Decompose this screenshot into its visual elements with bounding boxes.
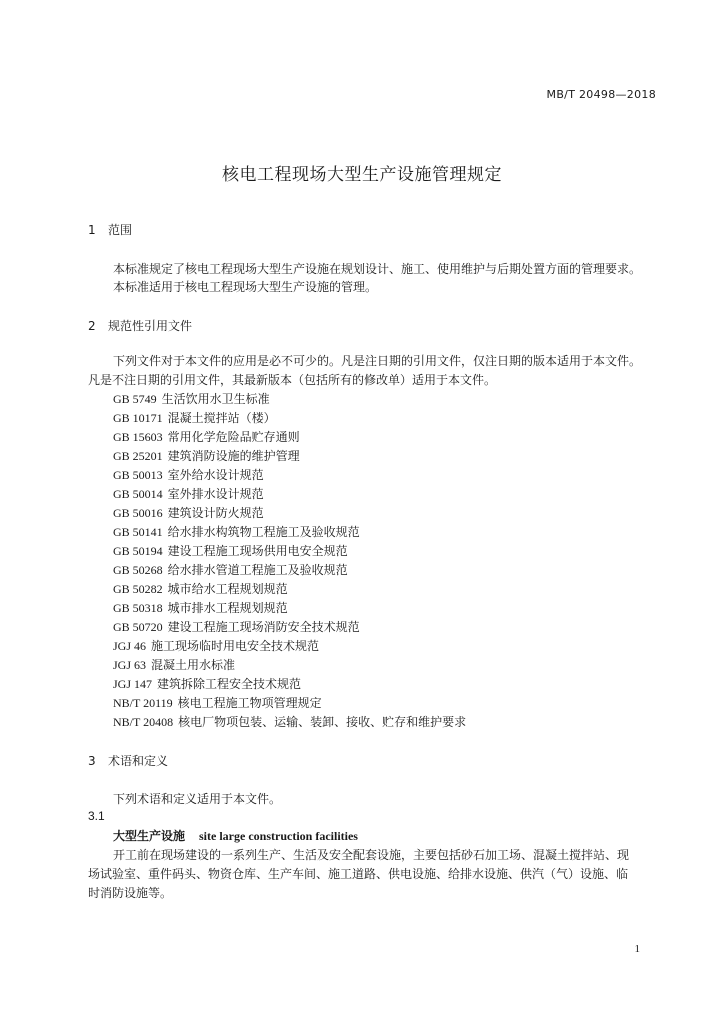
page-title: 核电工程现场大型生产设施管理规定	[222, 165, 502, 185]
term-definition-line-2: 场试验室、重件码头、物资仓库、生产车间、施工道路、供电设施、给排水设施、供汽（气）设施、临	[88, 867, 629, 881]
reference-item	[113, 637, 319, 654]
reference-code: NB/T 20408	[113, 715, 174, 729]
reference-title: 城市排水工程规划规范	[167, 601, 288, 615]
reference-item	[113, 656, 235, 673]
section-number: 3	[88, 754, 96, 768]
reference-title: 混凝土搅拌站（楼）	[167, 411, 276, 425]
term-number: 3.1	[88, 809, 105, 823]
reference-item	[113, 485, 264, 502]
reference-item	[113, 447, 300, 464]
reference-title: 核电厂物项包装、运输、装卸、接收、贮存和维护要求	[178, 715, 467, 729]
reference-item	[113, 580, 288, 597]
reference-title: 生活饮用水卫生标准	[161, 392, 270, 406]
term-definition-line-3: 时消防设施等。	[88, 886, 173, 900]
reference-title: 给水排水构筑物工程施工及验收规范	[167, 525, 360, 539]
reference-item	[113, 675, 301, 692]
reference-code: GB 50268	[113, 563, 163, 577]
reference-title: 城市给水工程规划规范	[167, 582, 288, 596]
terms-intro: 下列术语和定义适用于本文件。	[113, 792, 282, 806]
reference-code: GB 50014	[113, 487, 163, 501]
reference-code: GB 50016	[113, 506, 163, 520]
section-title: 范围	[108, 223, 133, 237]
reference-item	[113, 428, 300, 445]
scope-paragraph-1: 本标准规定了核电工程现场大型生产设施在规划设计、施工、使用维护与后期处置方面的管理要求。	[113, 262, 642, 276]
reference-title: 建筑设计防火规范	[167, 506, 264, 520]
reference-code: GB 50194	[113, 544, 163, 558]
page-number: 1	[634, 943, 640, 955]
reference-title: 常用化学危险品贮存通则	[167, 430, 300, 444]
reference-code: GB 50318	[113, 601, 163, 615]
reference-title: 施工现场临时用电安全技术规范	[151, 639, 320, 653]
section-number: 2	[88, 319, 96, 333]
reference-title: 混凝土用水标准	[151, 658, 236, 672]
reference-item	[113, 599, 288, 616]
reference-item	[113, 561, 348, 578]
reference-item	[113, 466, 264, 483]
reference-code: GB 15603	[113, 430, 163, 444]
standard-code: MB/T 20498—2018	[546, 88, 656, 101]
reference-code: GB 25201	[113, 449, 163, 463]
section-3-heading	[88, 752, 168, 769]
reference-title: 建筑拆除工程安全技术规范	[157, 677, 302, 691]
reference-code: GB 5749	[113, 392, 157, 406]
reference-code: GB 50013	[113, 468, 163, 482]
reference-code: GB 10171	[113, 411, 163, 425]
reference-title: 核电工程施工物项管理规定	[177, 696, 322, 710]
reference-code: JGJ 46	[113, 639, 147, 653]
reference-code: GB 50282	[113, 582, 163, 596]
references-intro-line-2: 凡是不注日期的引用文件，其最新版本（包括所有的修改单）适用于本文件。	[88, 373, 497, 387]
reference-code: NB/T 20119	[113, 696, 173, 710]
reference-item	[113, 390, 270, 407]
reference-title: 建设工程施工现场消防安全技术规范	[167, 620, 360, 634]
reference-code: JGJ 147	[113, 677, 153, 691]
term-definition-line-1: 开工前在现场建设的一系列生产、生活及安全配套设施，主要包括砂石加工场、混凝土搅拌站、现	[113, 848, 630, 862]
reference-item	[113, 713, 466, 730]
reference-code: GB 50720	[113, 620, 163, 634]
section-title: 规范性引用文件	[108, 319, 193, 333]
reference-title: 建设工程施工现场供用电安全规范	[167, 544, 348, 558]
reference-item	[113, 618, 360, 635]
reference-title: 室外给水设计规范	[167, 468, 264, 482]
reference-item	[113, 504, 264, 521]
reference-code: GB 50141	[113, 525, 163, 539]
section-2-heading	[88, 317, 192, 334]
reference-item	[113, 694, 322, 711]
reference-title: 室外排水设计规范	[167, 487, 264, 501]
references-intro-line-1: 下列文件对于本文件的应用是必不可少的。凡是注日期的引用文件，仅注日期的版本适用于本文件。	[113, 354, 642, 368]
section-title: 术语和定义	[108, 754, 169, 768]
reference-code: JGJ 63	[113, 658, 147, 672]
reference-item	[113, 523, 360, 540]
term-heading	[113, 827, 358, 844]
section-1-heading	[88, 221, 132, 238]
reference-item	[113, 409, 276, 426]
reference-title: 给水排水管道工程施工及验收规范	[167, 563, 348, 577]
reference-title: 建筑消防设施的维护管理	[167, 449, 300, 463]
scope-paragraph-2: 本标准适用于核电工程现场大型生产设施的管理。	[113, 280, 378, 294]
term-chinese: 大型生产设施	[113, 829, 186, 843]
section-number: 1	[88, 223, 96, 237]
term-english: site large construction facilities	[199, 829, 358, 843]
reference-item	[113, 542, 348, 559]
